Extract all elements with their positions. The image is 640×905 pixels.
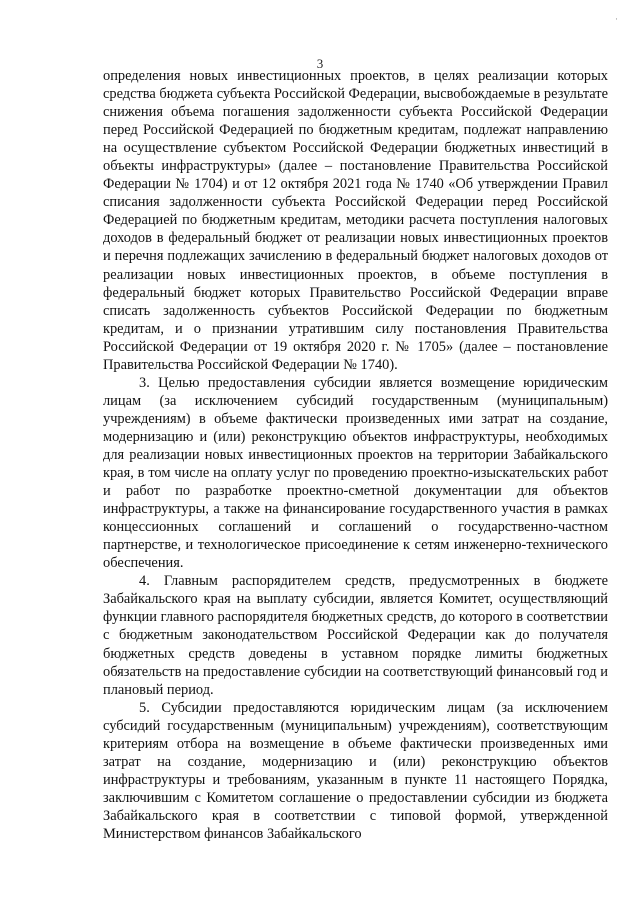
paragraph-item-5: 5. Субсидии предоставляются юридическим лицам (за исключением субсидий государственным (муниципальным) учреждениям), соответствующим критериям отбора на возмещение в объеме фактически произведенных ими затрат на создание, модернизацию и (или) реконструкцию объектов инфраструктуры и требованиям, указанным в пункте 11 настоящего Порядка, заключившим с Комитетом соглашение о предоставлении субсидии из бюджета Забайкальского края в соответствии с типовой формой, утвержденной Министерством финансов Забайкальского [103,699,608,842]
page-number: 3 [316,56,324,71]
paragraph-item-4: 4. Главным распорядителем средств, предусмотренных в бюджете Забайкальского края на выплату субсидии, является Комитет, осуществляющий функции главного распорядителя бюджетных средств, до которого в соответствии с бюджетным законодательством Российской Федерации как до получателя бюджетных средств доведены в уставном порядке лимиты бюджетных обязательств на предоставление субсидии на соответствующий финансовый год и плановый период. [103,573,608,698]
corner-mark: · [615,14,618,24]
paragraph-item-3: 3. Целью предоставления субсидии является возмещение юридическим лицам (за исключением субсидий государственным (муниципальным) учреждениям) в объеме фактически произведенных ими затрат на создание, модернизацию и (или) реконструкцию объектов инфраструктуры, необходимых для реализации новых инвестиционных проектов на территории Забайкальского края, в том числе на оплату услуг по проведению проектно-изыскательских работ и работ по разработке проектно-сметной документации для объектов инфраструктуры, а также на финансирование государственного участия в рамках концессионных соглашений и соглашений о государственно-частном партнерстве, и технологическое присоединение к сетям инженерно-технического обеспечения. [103,374,608,572]
paragraph-continuation: определения новых инвестиционных проектов, в целях реализации которых средства бюджета субъекта Российской Федерации, высвобождаемые в результате снижения объема погашения задолженности субъекта Российской Федерации перед Российской Федерацией по бюджетным кредитам, подлежат направлению на осуществление субъектом Российской Федерации бюджетных инвестиций в объекты инфраструктуры» (далее – постановление Правительства Российской Федерации № 1704) и от 12 октября 2021 года № 1740 «Об утверждении Правил списания задолженности субъекта Российской Федерации перед Российской Федерацией по бюджетным кредитам, методики расчета поступления налоговых доходов в федеральный бюджет от реализации новых инвестиционных проектов и перечня подлежащих зачислению в федеральный бюджет налоговых доходов от реализации новых инвестиционных проектов, в объеме поступления в федеральный бюджет которых Правительство Российской Федерации вправе списать задолженность субъектов Российской Федерации по бюджетным кредитам, и о признании утратившим силу постановления Правительства Российской Федерации от 19 октября 2020 г. № 1705» (далее – постановление Правительства Российской Федерации № 1740). [103,68,608,373]
document-body [103,67,608,843]
